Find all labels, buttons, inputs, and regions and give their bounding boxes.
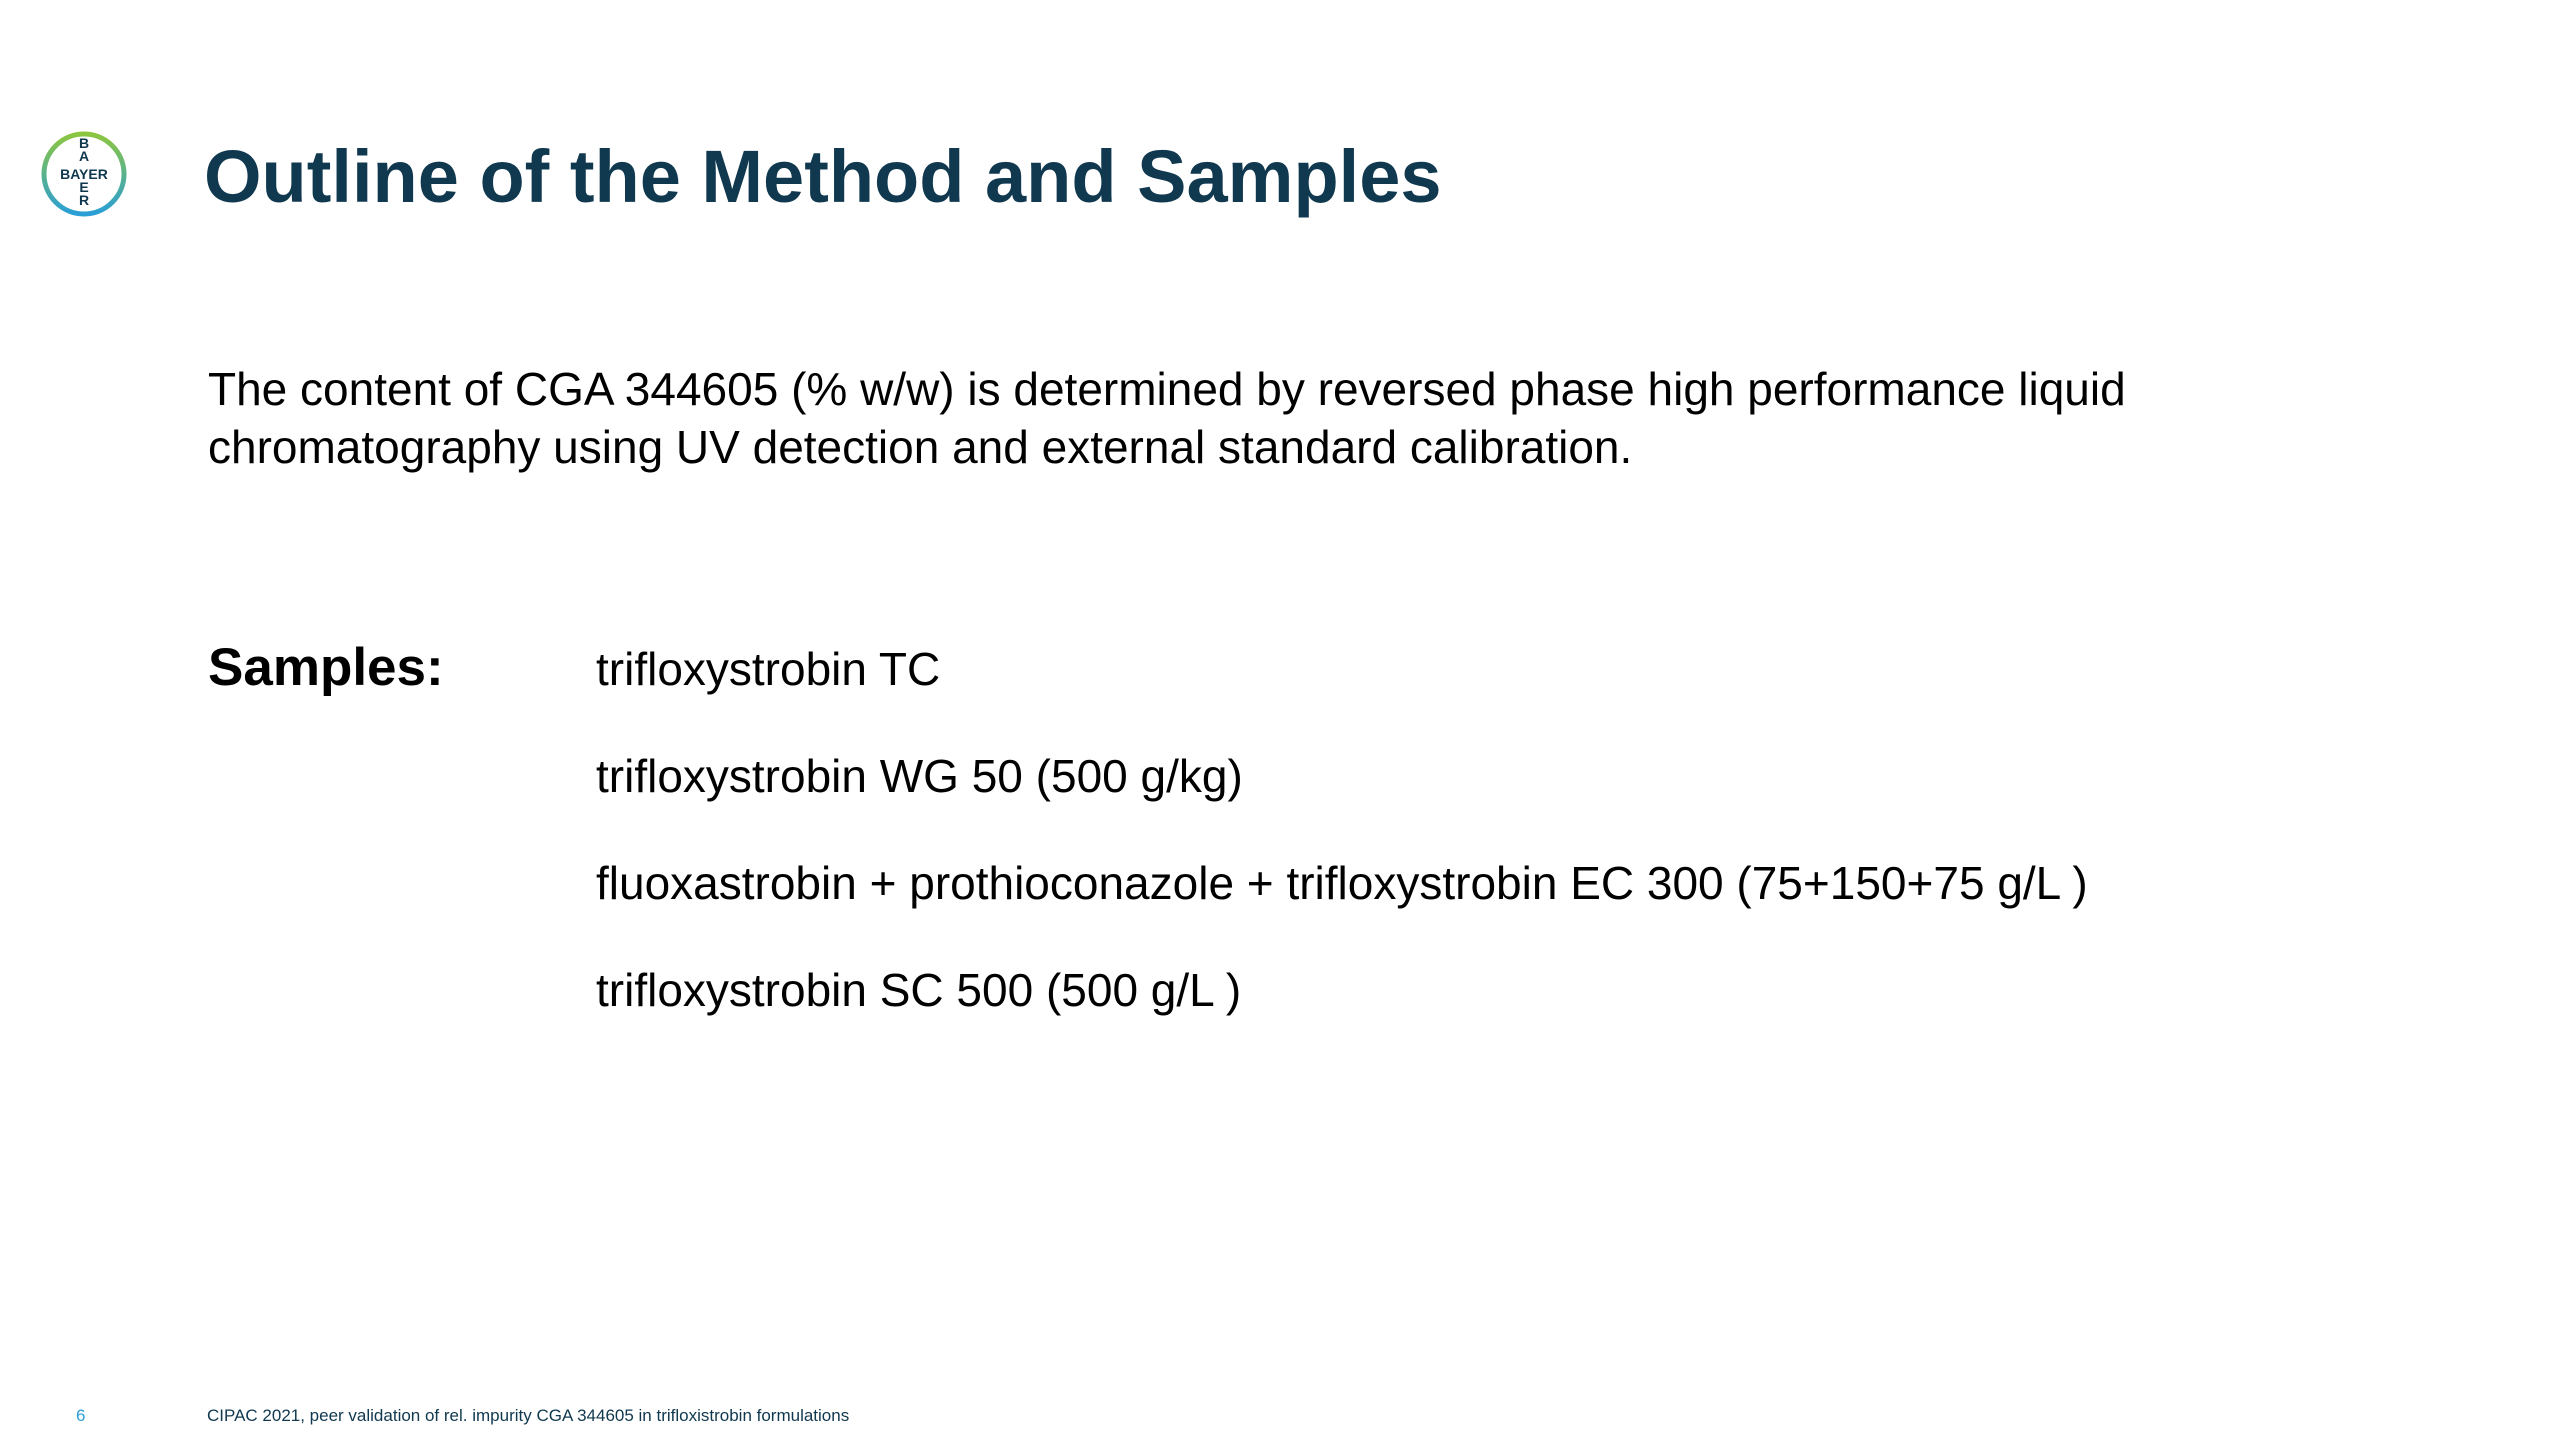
bayer-cross-icon	[40, 130, 128, 218]
sample-item: trifloxystrobin SC 500 (500 g/L )	[596, 964, 1242, 1016]
logo-letter-b: B	[78, 135, 90, 151]
samples-label: Samples:	[208, 638, 444, 697]
page-number: 6	[76, 1406, 86, 1425]
sample-item: trifloxystrobin TC	[596, 643, 941, 695]
sample-item: trifloxystrobin WG 50 (500 g/kg)	[596, 750, 1243, 802]
logo-wordmark: BAYER	[60, 166, 108, 182]
bayer-logo	[40, 130, 128, 218]
slide-title: Outline of the Method and Samples	[204, 135, 1442, 218]
logo-letter-a: A	[78, 148, 90, 164]
footer-text: CIPAC 2021, peer validation of rel. impurity CGA 344605 in trifloxistrobin formulations	[207, 1406, 850, 1425]
samples-list	[596, 640, 2088, 1068]
method-description: The content of CGA 344605 (% w/w) is determined by reversed phase high performance liquid chromatography using UV detection and external standard calibration.	[208, 363, 2126, 473]
logo-letter-e: E	[79, 179, 89, 195]
sample-item: fluoxastrobin + prothioconazole + trifloxystrobin EC 300 (75+150+75 g/L )	[596, 857, 2088, 909]
logo-letter-r: R	[78, 192, 90, 208]
